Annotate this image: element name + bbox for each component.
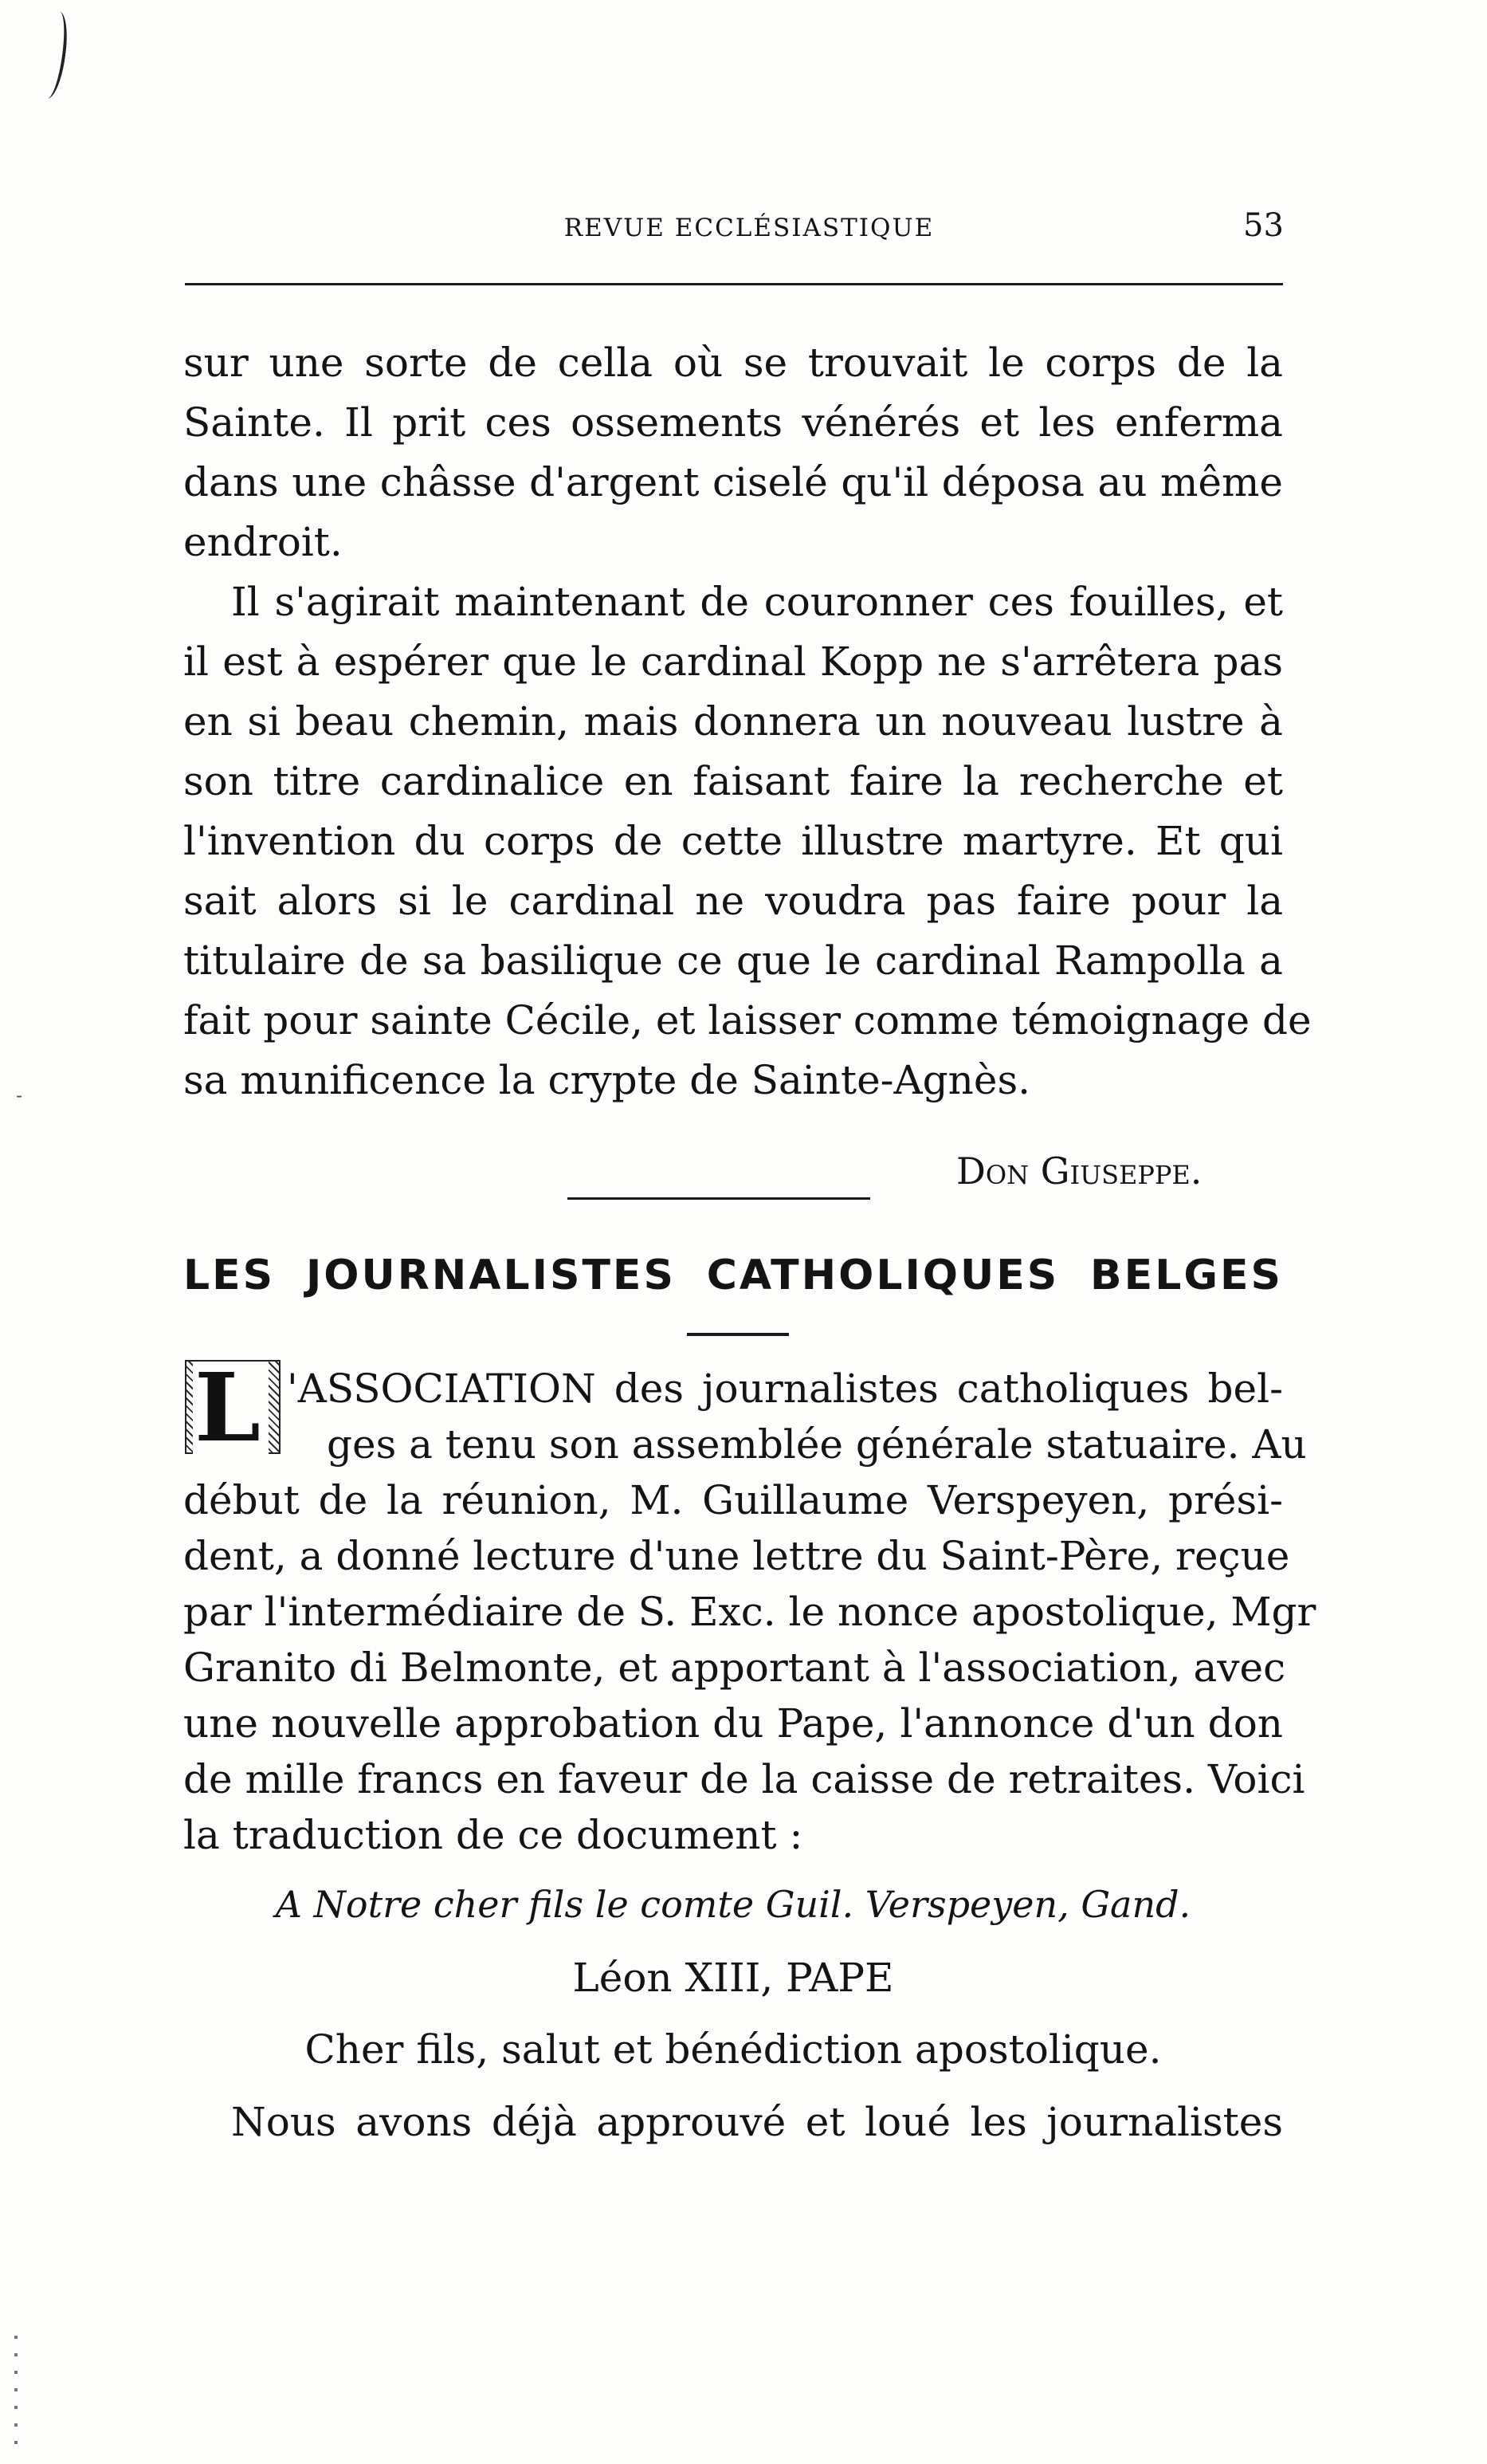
margin-dots (14, 2336, 18, 2447)
body-line: endroit. (183, 519, 343, 565)
body-line: Nous avons déjà approuvé et loué les journalistes (231, 2099, 1283, 2145)
dropcap-ornament (185, 1352, 281, 1463)
header-rule (185, 283, 1283, 285)
body-line: Granito di Belmonte, et apportant à l'association, avec (183, 1645, 1286, 1691)
body-line: sa munificence la crypte de Sainte-Agnès. (183, 1057, 1031, 1103)
body-line: il est à espérer que le cardinal Kopp ne s'arrêtera pas (183, 639, 1283, 685)
margin-curl-mark (35, 10, 71, 100)
body-line: par l'intermédiaire de S. Exc. le nonce apostolique, Mgr (183, 1589, 1316, 1635)
signature: Don Giuseppe. (956, 1149, 1203, 1193)
body-line: titulaire de sa basilique ce que le cardinal Rampolla a (183, 937, 1283, 984)
letter-salutation: Cher fils, salut et bénédiction apostolique. (304, 2026, 1162, 2073)
title-rule (687, 1333, 789, 1336)
page-number: 53 (1243, 207, 1284, 244)
body-line: une nouvelle approbation du Pape, l'annonce d'un don (183, 1700, 1283, 1747)
body-line: son titre cardinalice en faisant faire la recherche et (183, 758, 1283, 804)
body-line: l'invention du corps de cette illustre martyre. Et qui (183, 818, 1283, 864)
body-line: 'ASSOCIATION des journalistes catholiques bel- (287, 1366, 1283, 1412)
body-line: la traduction de ce document : (183, 1812, 803, 1858)
body-line: de mille francs en faveur de la caisse de retraites. Voici (183, 1756, 1305, 1802)
body-line: début de la réunion, M. Guillaume Verspeyen, prési- (183, 1477, 1283, 1523)
running-header: REVUE ECCLÉSIASTIQUE (563, 214, 935, 242)
body-line: dent, a donné lecture d'une lettre du Saint-Père, reçue (183, 1533, 1290, 1579)
dropcap-letter: L (193, 1362, 269, 1454)
body-line: en si beau chemin, mais donnera un nouveau lustre à (183, 698, 1283, 745)
body-line: Sainte. Il prit ces ossements vénérés et les enferma (183, 399, 1283, 446)
body-line: dans une châsse d'argent ciselé qu'il déposa au même (183, 459, 1283, 505)
section-title: LES JOURNALISTES CATHOLIQUES BELGES (183, 1252, 1283, 1299)
body-line: sait alors si le cardinal ne voudra pas faire pour la (183, 878, 1283, 924)
section-rule (567, 1197, 870, 1200)
body-line: Il s'agirait maintenant de couronner ces fouilles, et (231, 579, 1283, 625)
margin-dash: - (16, 1084, 23, 1106)
body-line: fait pour sainte Cécile, et laisser comme témoignage de (183, 997, 1312, 1043)
body-line: sur une sorte de cella où se trouvait le corps de la (183, 340, 1283, 386)
body-line: ges a tenu son assemblée générale statuaire. Au (327, 1421, 1307, 1468)
letter-address: A Notre cher fils le comte Guil. Verspeyen, Gand. (275, 1883, 1191, 1926)
letter-sender: Léon XIII, PAPE (572, 1955, 894, 2001)
